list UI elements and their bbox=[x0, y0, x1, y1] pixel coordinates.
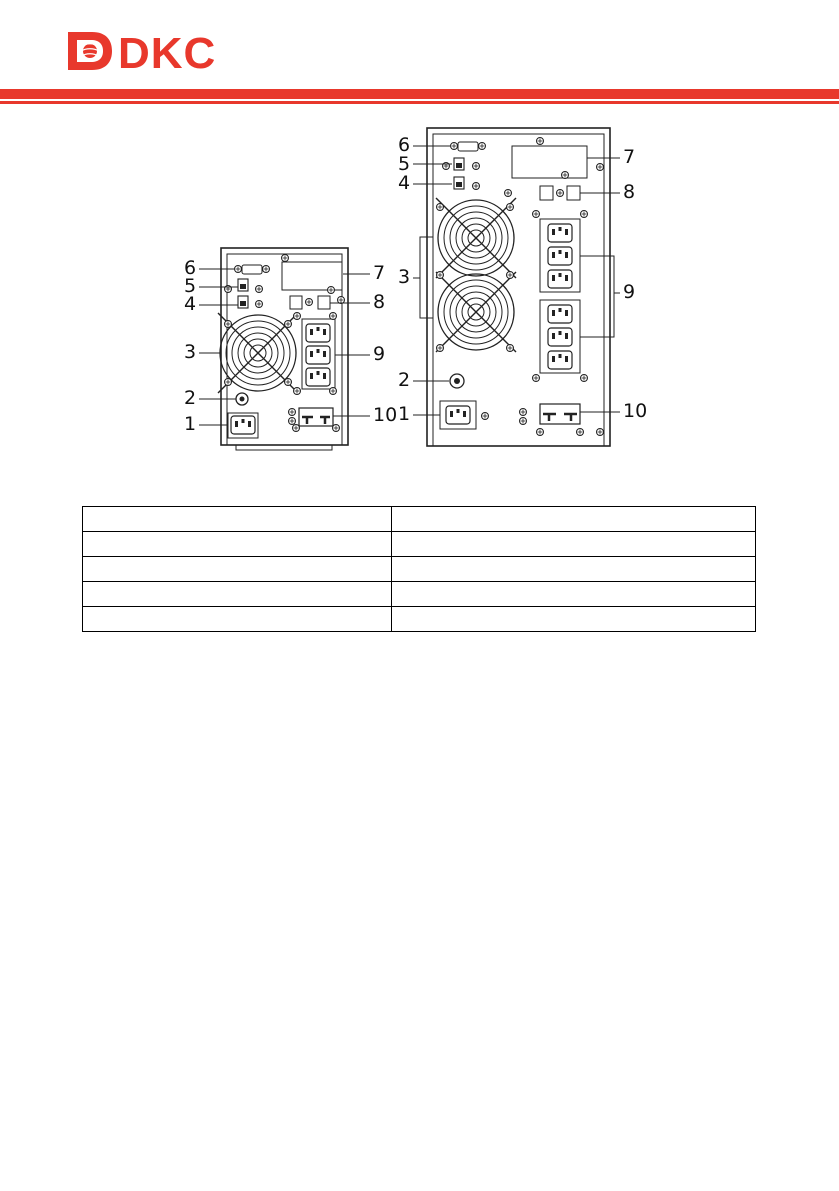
large-ups-callout-9: 9 bbox=[623, 281, 636, 303]
table-cell bbox=[392, 607, 756, 632]
large-ups-callout-10: 10 bbox=[623, 400, 648, 422]
svg-text:DKC: DKC bbox=[118, 29, 217, 74]
large-ups-callout-1: 1 bbox=[398, 403, 411, 425]
small-ups-callout-2: 2 bbox=[184, 387, 197, 409]
table-cell bbox=[83, 607, 392, 632]
small-ups-callout-8: 8 bbox=[373, 291, 386, 313]
small-ups-callout-6: 6 bbox=[184, 257, 197, 279]
component-table bbox=[82, 506, 756, 632]
small-ups-rear-panel bbox=[199, 248, 370, 450]
table-cell bbox=[392, 532, 756, 557]
small-ups-callout-4: 4 bbox=[184, 293, 197, 315]
large-ups-callout-6: 6 bbox=[398, 134, 411, 156]
table-cell bbox=[83, 507, 392, 532]
small-ups-callout-10: 10 bbox=[373, 404, 398, 426]
small-ups-callout-9: 9 bbox=[373, 343, 386, 365]
ups-rear-panels-figure bbox=[0, 0, 839, 470]
table-row bbox=[83, 532, 756, 557]
small-ups-callout-7: 7 bbox=[373, 262, 386, 284]
small-ups-callout-5: 5 bbox=[184, 275, 197, 297]
small-ups-callout-3: 3 bbox=[184, 341, 197, 363]
table-cell bbox=[392, 557, 756, 582]
table-cell bbox=[83, 557, 392, 582]
table-cell bbox=[392, 582, 756, 607]
small-ups-callout-1: 1 bbox=[184, 413, 197, 435]
table-cell bbox=[83, 582, 392, 607]
large-ups-rear-panel bbox=[413, 128, 620, 446]
table-row bbox=[83, 582, 756, 607]
table-row bbox=[83, 607, 756, 632]
large-ups-callout-4: 4 bbox=[398, 172, 411, 194]
large-ups-callout-5: 5 bbox=[398, 153, 411, 175]
table-cell bbox=[392, 507, 756, 532]
large-ups-callout-3: 3 bbox=[398, 266, 411, 288]
large-ups-callout-2: 2 bbox=[398, 369, 411, 391]
table-row bbox=[83, 507, 756, 532]
table-cell bbox=[83, 532, 392, 557]
table-row bbox=[83, 557, 756, 582]
large-ups-callout-8: 8 bbox=[623, 181, 636, 203]
large-ups-callout-7: 7 bbox=[623, 146, 636, 168]
